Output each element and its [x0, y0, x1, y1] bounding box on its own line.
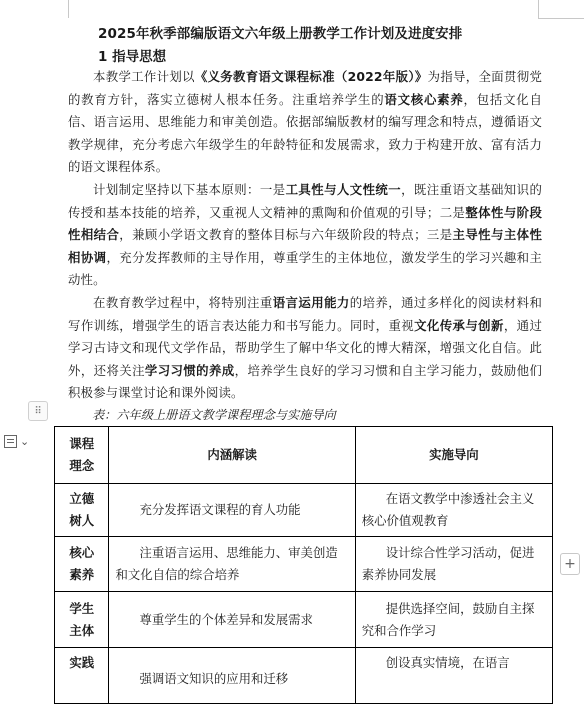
concept-cell[interactable]: 核心 素养	[55, 537, 109, 592]
document-title: 2025年秋季部编版语文六年级上册教学工作计划及进度安排	[98, 26, 463, 42]
guide-cell[interactable]: 创设真实情境，在语言	[355, 648, 552, 704]
meaning-cell[interactable]: 充分发挥语文课程的育人功能	[109, 484, 355, 537]
table-row	[55, 537, 553, 592]
header-cell-meaning[interactable]: 内涵解读	[109, 427, 355, 484]
paragraph-style-icon	[4, 435, 17, 448]
concept-cell[interactable]: 学生 主体	[55, 592, 109, 648]
chevron-down-icon: ⌄	[20, 434, 30, 448]
guide-cell[interactable]: 设计综合性学习活动，促进素养协同发展	[355, 537, 552, 592]
table-caption: 表：六年级上册语文教学课程理念与实施导向	[92, 408, 336, 422]
table-header-row	[55, 427, 553, 484]
meaning-cell[interactable]: 注重语言运用、思维能力、审美创造和文化自信的综合培养	[109, 537, 355, 592]
concept-table	[54, 426, 553, 704]
meaning-cell[interactable]: 强调语文知识的应用和迁移	[109, 648, 355, 704]
table-row	[55, 648, 553, 704]
crop-mark-right	[538, 0, 539, 18]
meaning-cell[interactable]: 尊重学生的个体差异和发展需求	[109, 592, 355, 648]
paragraph-style-button[interactable]	[4, 432, 40, 450]
crop-mark-left	[68, 0, 69, 18]
section-heading: 1 指导思想	[98, 49, 167, 65]
header-cell-concept[interactable]: 课程 理念	[55, 427, 109, 484]
paragraph-2: 计划制定坚持以下基本原则：一是工具性与人文性统一，既注重语文基础知识的传授和基本技能的培养，又重视人文精神的熏陶和价值观的引导；二是整体性与阶段性相结合，兼顾小学语文教育的整体目标与六年级阶段的特点；三是主导性与主体性相协调，充分发挥教师的主导作用，尊重学生的主体地位，激发学生的学习兴趣和主动性。	[68, 182, 543, 288]
concept-cell[interactable]: 立德 树人	[55, 484, 109, 537]
concept-cell[interactable]: 实践	[55, 648, 109, 704]
table-row	[55, 484, 553, 537]
guide-cell[interactable]: 在语文教学中渗透社会主义核心价值观教育	[355, 484, 552, 537]
drag-handle-icon[interactable]: ⠿	[28, 401, 48, 421]
add-column-button[interactable]: +	[560, 553, 580, 575]
header-cell-guide[interactable]: 实施导向	[355, 427, 552, 484]
table-row	[55, 592, 553, 648]
guide-cell[interactable]: 提供选择空间，鼓励自主探究和合作学习	[355, 592, 552, 648]
crop-mark-right-horizontal	[538, 18, 584, 19]
paragraph-3: 在教育教学过程中，将特别注重语言运用能力的培养，通过多样化的阅读材料和写作训练，增强学生的语言表达能力和书写能力。同时，重视文化传承与创新，通过学习古诗文和现代文学作品，帮助学生了解中华文化的博大精深，增强文化自信。此外，还将关注学习习惯的养成，培养学生良好的学习习惯和自主学习能力，鼓励他们积极参与课堂讨论和课外阅读。	[68, 295, 543, 401]
paragraph-1: 本教学工作计划以《义务教育语文课程标准（2022年版）》为指导，全面贯彻党的教育方针，落实立德树人根本任务。注重培养学生的语文核心素养，包括文化自信、语言运用、思维能力和审美创造。依据部编版教材的编写理念和特点，遵循语文教学规律，充分考虑六年级学生的年龄特征和发展需求，致力于构建开放、富有活力的语文课程体系。	[68, 69, 542, 175]
